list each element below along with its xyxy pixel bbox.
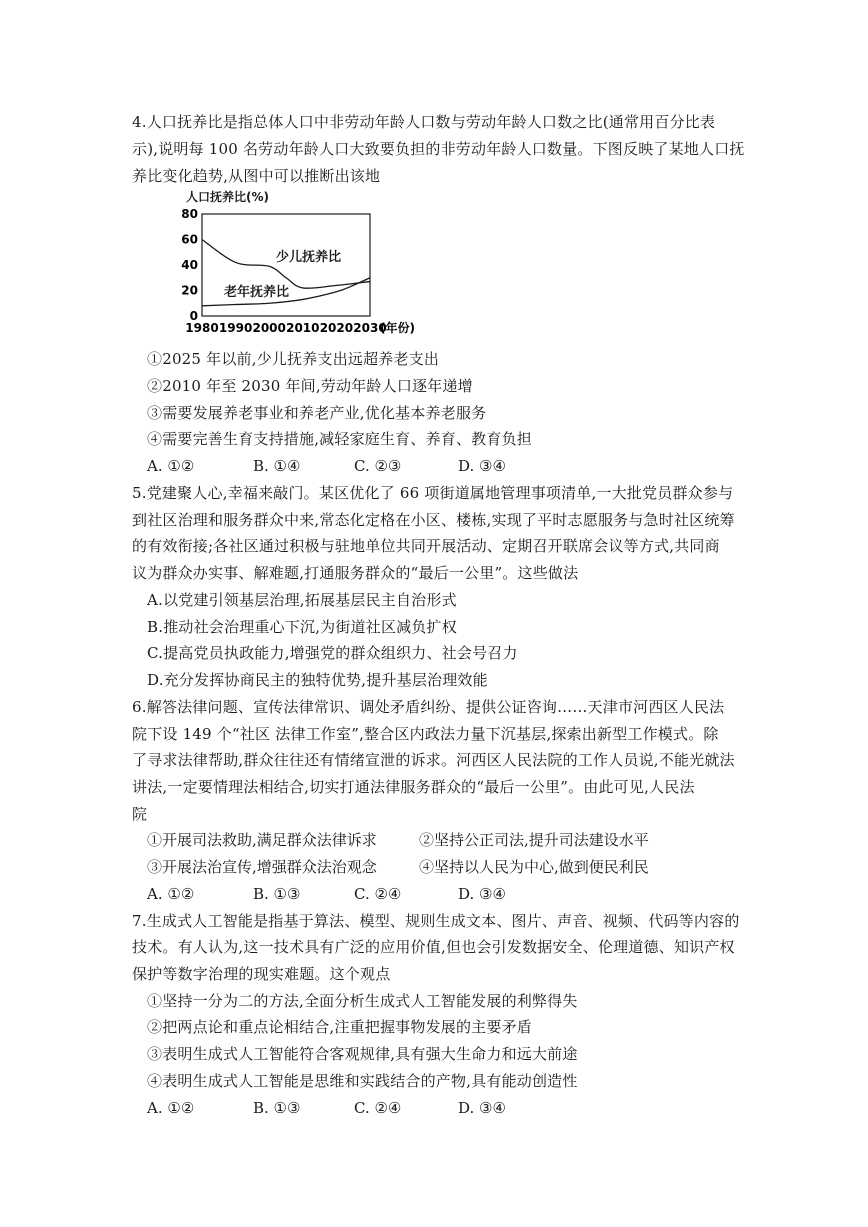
q4-choice-a[interactable]: A. ①② <box>147 457 195 475</box>
q4-stem-line-1: 4.人口抚养比是指总体人口中非劳动年龄人口数与劳动年龄人口数之比(通常用百分比表 <box>132 113 716 131</box>
q4-choice-d[interactable]: D. ③④ <box>458 457 506 475</box>
q6-choice-d[interactable]: D. ③④ <box>458 885 506 903</box>
y-tick-label: 40 <box>181 258 198 272</box>
q6-statement-3: ③开展法治宣传,增强群众法治观念 <box>147 858 377 876</box>
q7-statement-2: ②把两点论和重点论相结合,注重把握事物发展的主要矛盾 <box>147 1018 532 1036</box>
q4-statement-2: ②2010 年至 2030 年间,劳动年龄人口逐年递增 <box>147 377 473 395</box>
q7-choice-d[interactable]: D. ③④ <box>458 1099 506 1117</box>
q7-choice-c[interactable]: C. ②④ <box>354 1099 402 1117</box>
q5-stem-line-4: 议为群众办实事、解难题,打通服务群众的“最后一公里”。这些做法 <box>132 564 579 582</box>
q5-stem-line-2: 到社区治理和服务群众中来,常态化定格在小区、楼栋,实现了平时志愿服务与急时社区统筹 <box>132 511 735 529</box>
series-label-elderly-ratio: 老年抚养比 <box>224 285 290 300</box>
q4-choice-b[interactable]: B. ①④ <box>253 457 301 475</box>
x-tick-label: 2030 <box>353 321 387 335</box>
q6-stem-line-1: 6.解答法律问题、宣传法律常识、调处矛盾纠纷、提供公证咨询……天津市河西区人民法 <box>132 698 725 716</box>
q4-stem-line-3: 养比变化趋势,从图中可以推断出该地 <box>132 167 381 185</box>
chart-plot-frame <box>202 214 370 316</box>
q5-option-c[interactable]: C.提高党员执政能力,增强党的群众组织力、社会号召力 <box>147 644 518 662</box>
q4-stem-line-2: 示),说明每 100 名劳动年龄人口大致要负担的非劳动年龄人口数量。下图反映了某地人口抚 <box>132 140 745 158</box>
q7-choice-a[interactable]: A. ①② <box>147 1099 195 1117</box>
q6-statement-2: ②坚持公正司法,提升司法建设水平 <box>419 831 649 849</box>
q6-choice-c[interactable]: C. ②④ <box>354 885 402 903</box>
chart-y-axis-label: 人口抚养比(%) <box>186 190 269 204</box>
q5-option-a[interactable]: A.以党建引领基层治理,拓展基层民主自治形式 <box>147 591 457 609</box>
q6-stem-line-5: 院 <box>132 805 148 823</box>
q5-option-b[interactable]: B.推动社会治理重心下沉,为街道社区减负扩权 <box>147 618 457 636</box>
q6-stem-line-2: 院下设 149 个“社区 法律工作室”,整合区内政法力量下沉基层,探索出新型工作模式。除 <box>132 725 719 743</box>
q7-choice-b[interactable]: B. ①③ <box>253 1099 301 1117</box>
x-axis-label: (年份) <box>380 321 415 335</box>
y-tick-label: 60 <box>181 232 198 247</box>
series-label-child-ratio: 少儿抚养比 <box>276 250 342 265</box>
q7-statement-4: ④表明生成式人工智能是思维和实践结合的产物,具有能动创造性 <box>147 1072 578 1090</box>
q5-option-d[interactable]: D.充分发挥协商民主的独特优势,提升基层治理效能 <box>147 671 488 689</box>
q7-statement-3: ③表明生成式人工智能符合客观规律,具有强大生命力和远大前途 <box>147 1045 578 1063</box>
x-tick-label: 2010 <box>286 321 320 335</box>
q4-statement-1: ①2025 年以前,少儿抚养支出远超养老支出 <box>147 350 440 368</box>
q6-choice-b[interactable]: B. ①③ <box>253 885 301 903</box>
q7-stem-line-3: 保护等数字治理的现实难题。这个观点 <box>132 965 391 983</box>
y-tick-label: 20 <box>181 283 198 298</box>
q7-stem-line-2: 技术。有人认为,这一技术具有广泛的应用价值,但也会引发数据安全、伦理道德、知识产权 <box>132 938 735 956</box>
x-tick-label: 2000 <box>252 321 286 335</box>
q5-stem-line-3: 的有效衔接;各社区通过积极与驻地单位共同开展活动、定期召开联席会议等方式,共同商 <box>132 537 720 555</box>
q6-stem-line-4: 讲法,一定要情理法相结合,切实打通法律服务群众的“最后一公里”。由此可见,人民法 <box>132 778 695 796</box>
q5-stem-line-1: 5.党建聚人心,幸福来敲门。某区优化了 66 项街道属地管理事项清单,一大批党员群众参与 <box>132 484 734 502</box>
q7-stem-line-1: 7.生成式人工智能是指基于算法、模型、规则生成文本、图片、声音、视频、代码等内容的 <box>132 912 740 930</box>
q6-stem-line-3: 了寻求法律帮助,群众往往还有情绪宣泄的诉求。河西区人民法院的工作人员说,不能光就法 <box>132 751 735 769</box>
dependency-ratio-chart <box>180 188 440 340</box>
y-tick-label: 80 <box>181 207 198 221</box>
q4-choice-c[interactable]: C. ②③ <box>354 457 402 475</box>
q4-statement-4: ④需要完善生育支持措施,减轻家庭生育、养育、教育负担 <box>147 430 532 448</box>
q7-statement-1: ①坚持一分为二的方法,全面分析生成式人工智能发展的利弊得失 <box>147 992 578 1010</box>
q6-statement-1: ①开展司法救助,满足群众法律诉求 <box>147 831 377 849</box>
x-tick-label: 1990 <box>218 321 253 335</box>
y-tick-label: 0 <box>189 309 198 323</box>
x-tick-label: 1980 <box>185 321 219 335</box>
q4-statement-3: ③需要发展养老事业和养老产业,优化基本养老服务 <box>147 404 487 422</box>
q6-statement-4: ④坚持以人民为中心,做到便民利民 <box>419 858 649 876</box>
q6-choice-a[interactable]: A. ①② <box>147 885 195 903</box>
x-tick-label: 2020 <box>319 321 354 335</box>
